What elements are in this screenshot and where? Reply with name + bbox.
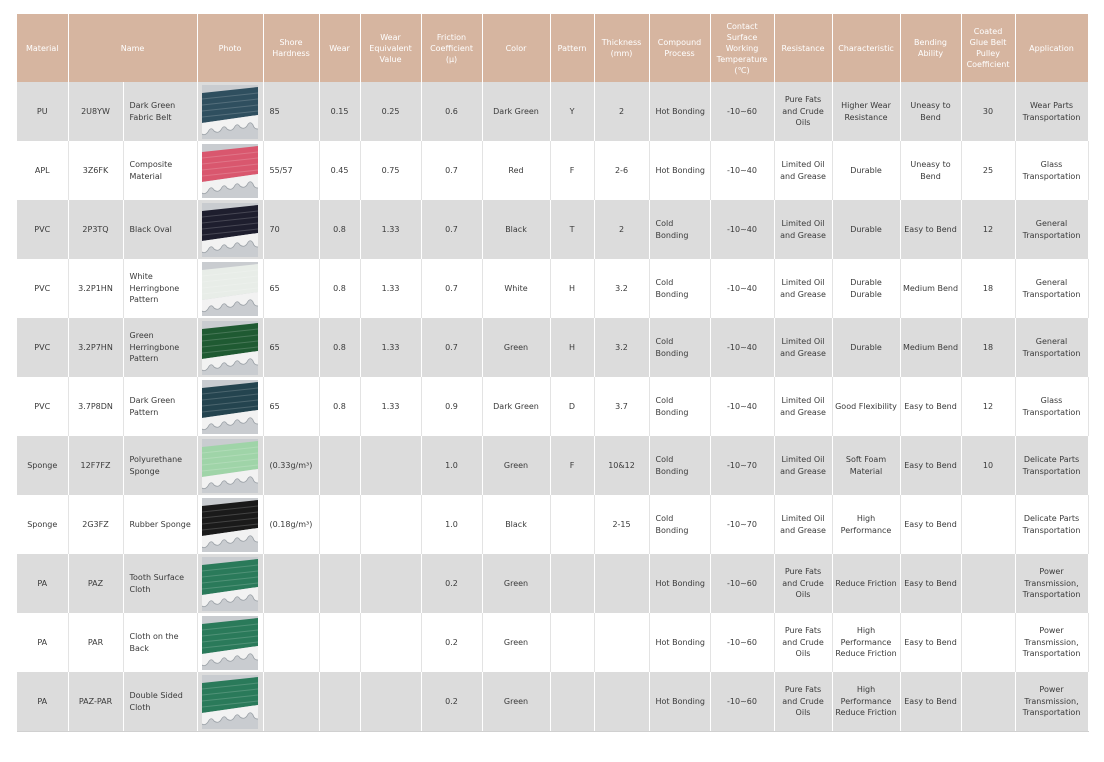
cell-color: Red	[482, 141, 550, 200]
cell-resistance: Limited Oil and Grease	[774, 495, 832, 554]
cell-temperature: -10~60	[710, 82, 774, 141]
header-pattern: Pattern	[550, 14, 594, 82]
cell-code: 3.7P8DN	[68, 377, 123, 436]
cell-application: General Transportation	[1015, 200, 1088, 259]
cell-shore-hardness: (0.18g/m³)	[263, 495, 319, 554]
cell-compound: Hot Bonding	[649, 554, 710, 613]
cell-compound: Cold Bonding	[649, 200, 710, 259]
table-row	[17, 613, 1088, 672]
cell-name: Green Herringbone Pattern	[123, 318, 197, 377]
cell-shore-hardness	[263, 613, 319, 672]
cell-shore-hardness	[263, 554, 319, 613]
cell-friction: 0.2	[421, 613, 482, 672]
cell-wear-equivalent: 0.25	[360, 82, 421, 141]
cell-pattern	[550, 495, 594, 554]
cell-wear: 0.8	[319, 377, 360, 436]
cell-temperature: -10~60	[710, 672, 774, 732]
cell-pattern	[550, 672, 594, 732]
cell-application: Power Transmission, Transportation	[1015, 672, 1088, 732]
rubber-sponge-photo	[202, 498, 258, 552]
cell-thickness: 3.2	[594, 259, 649, 318]
cell-application: Glass Transportation	[1015, 377, 1088, 436]
double-sided-cloth-photo	[202, 675, 258, 729]
header-shore-hardness: Shore Hardness	[263, 14, 319, 82]
cell-pattern: F	[550, 141, 594, 200]
cell-application: Delicate Parts Transportation	[1015, 436, 1088, 495]
cell-application: Power Transmission, Transportation	[1015, 613, 1088, 672]
cell-code: 2U8YW	[68, 82, 123, 141]
cell-bending: Easy to Bend	[900, 672, 961, 732]
header-friction: Friction Coefficient (μ)	[421, 14, 482, 82]
cell-temperature: -10~40	[710, 318, 774, 377]
cell-bending: Medium Bend	[900, 318, 961, 377]
table-row	[17, 672, 1088, 732]
cell-bending: Easy to Bend	[900, 554, 961, 613]
cell-wear-equivalent: 0.75	[360, 141, 421, 200]
cell-wear	[319, 672, 360, 732]
cell-wear-equivalent	[360, 436, 421, 495]
cell-thickness	[594, 554, 649, 613]
cell-color: Green	[482, 436, 550, 495]
cell-resistance: Pure Fats and Crude Oils	[774, 554, 832, 613]
dark-green-pattern-photo	[202, 380, 258, 434]
cell-compound: Cold Bonding	[649, 495, 710, 554]
cell-friction: 0.7	[421, 200, 482, 259]
cell-compound: Cold Bonding	[649, 377, 710, 436]
cell-shore-hardness: 65	[263, 259, 319, 318]
cell-material: PA	[17, 672, 68, 732]
cell-wear: 0.8	[319, 259, 360, 318]
cell-shore-hardness: 85	[263, 82, 319, 141]
cell-photo	[197, 436, 263, 495]
cell-glue-coefficient: 12	[961, 200, 1015, 259]
header-wear: Wear	[319, 14, 360, 82]
cell-friction: 0.7	[421, 259, 482, 318]
cell-wear	[319, 495, 360, 554]
cell-material: PVC	[17, 377, 68, 436]
cell-bending: Easy to Bend	[900, 613, 961, 672]
cell-name: Double Sided Cloth	[123, 672, 197, 732]
cell-thickness	[594, 613, 649, 672]
dark-green-fabric-belt-photo	[202, 85, 258, 139]
cell-friction: 0.6	[421, 82, 482, 141]
cell-color: Black	[482, 495, 550, 554]
cell-name: Black Oval	[123, 200, 197, 259]
cell-wear-equivalent	[360, 554, 421, 613]
cell-wear-equivalent	[360, 672, 421, 732]
cell-shore-hardness: (0.33g/m³)	[263, 436, 319, 495]
header-wear-equivalent: Wear Equivalent Value	[360, 14, 421, 82]
cell-photo	[197, 141, 263, 200]
cell-resistance: Limited Oil and Grease	[774, 318, 832, 377]
table-row	[17, 495, 1088, 554]
cell-bending: Uneasy to Bend	[900, 141, 961, 200]
cell-resistance: Pure Fats and Crude Oils	[774, 672, 832, 732]
cell-thickness: 2-15	[594, 495, 649, 554]
cell-thickness: 3.2	[594, 318, 649, 377]
cell-code: 12F7FZ	[68, 436, 123, 495]
cloth-on-back-photo	[202, 616, 258, 670]
cell-temperature: -10~40	[710, 259, 774, 318]
cell-application: Wear Parts Transportation	[1015, 82, 1088, 141]
cell-code: 2G3FZ	[68, 495, 123, 554]
cell-name: Dark Green Fabric Belt	[123, 82, 197, 141]
cell-code: 3.2P1HN	[68, 259, 123, 318]
header-resistance: Resistance	[774, 14, 832, 82]
cell-photo	[197, 377, 263, 436]
cell-glue-coefficient: 12	[961, 377, 1015, 436]
cell-wear-equivalent: 1.33	[360, 318, 421, 377]
cell-bending: Easy to Bend	[900, 436, 961, 495]
cell-color: Green	[482, 318, 550, 377]
table-header	[17, 14, 1088, 82]
cell-characteristic: Good Flexibility	[832, 377, 900, 436]
cell-wear: 0.8	[319, 200, 360, 259]
cell-compound: Cold Bonding	[649, 436, 710, 495]
cell-pattern	[550, 613, 594, 672]
cell-name: Dark Green Pattern	[123, 377, 197, 436]
cell-wear-equivalent	[360, 613, 421, 672]
cell-wear-equivalent: 1.33	[360, 200, 421, 259]
cell-glue-coefficient	[961, 672, 1015, 732]
cell-resistance: Pure Fats and Crude Oils	[774, 613, 832, 672]
cell-shore-hardness: 65	[263, 377, 319, 436]
cell-application: General Transportation	[1015, 318, 1088, 377]
header-compound: Compound Process	[649, 14, 710, 82]
cell-wear: 0.45	[319, 141, 360, 200]
cell-thickness: 10&12	[594, 436, 649, 495]
cell-temperature: -10~40	[710, 377, 774, 436]
cell-wear	[319, 436, 360, 495]
cell-pattern: H	[550, 259, 594, 318]
cell-compound: Cold Bonding	[649, 318, 710, 377]
header-application: Application	[1015, 14, 1088, 82]
belt-spec-table	[17, 14, 1089, 732]
cell-characteristic: High Performance Reduce Friction	[832, 672, 900, 732]
cell-bending: Medium Bend	[900, 259, 961, 318]
cell-code: PAZ	[68, 554, 123, 613]
cell-material: Sponge	[17, 495, 68, 554]
polyurethane-sponge-photo	[202, 439, 258, 493]
table-row	[17, 554, 1088, 613]
cell-material: PA	[17, 613, 68, 672]
table-row	[17, 377, 1088, 436]
cell-friction: 0.7	[421, 318, 482, 377]
cell-temperature: -10~70	[710, 495, 774, 554]
cell-wear-equivalent: 1.33	[360, 377, 421, 436]
cell-photo	[197, 200, 263, 259]
table-row	[17, 436, 1088, 495]
header-glue-coefficient: Coated Glue Belt Pulley Coefficient	[961, 14, 1015, 82]
cell-compound: Hot Bonding	[649, 672, 710, 732]
cell-friction: 1.0	[421, 436, 482, 495]
cell-temperature: -10~60	[710, 613, 774, 672]
header-material: Material	[17, 14, 68, 82]
cell-color: White	[482, 259, 550, 318]
cell-characteristic: Durable Durable	[832, 259, 900, 318]
cell-characteristic: Durable	[832, 318, 900, 377]
cell-pattern: Y	[550, 82, 594, 141]
cell-friction: 0.2	[421, 554, 482, 613]
table-row	[17, 259, 1088, 318]
cell-photo	[197, 259, 263, 318]
table-row	[17, 318, 1088, 377]
cell-wear	[319, 554, 360, 613]
header-photo: Photo	[197, 14, 263, 82]
cell-name: White Herringbone Pattern	[123, 259, 197, 318]
cell-resistance: Limited Oil and Grease	[774, 436, 832, 495]
cell-glue-coefficient: 30	[961, 82, 1015, 141]
cell-temperature: -10~70	[710, 436, 774, 495]
cell-wear-equivalent	[360, 495, 421, 554]
cell-compound: Cold Bonding	[649, 259, 710, 318]
cell-resistance: Limited Oil and Grease	[774, 141, 832, 200]
cell-color: Dark Green	[482, 377, 550, 436]
cell-resistance: Pure Fats and Crude Oils	[774, 82, 832, 141]
cell-code: PAR	[68, 613, 123, 672]
cell-material: PU	[17, 82, 68, 141]
cell-name: Polyurethane Sponge	[123, 436, 197, 495]
cell-thickness: 2-6	[594, 141, 649, 200]
cell-shore-hardness: 70	[263, 200, 319, 259]
cell-shore-hardness: 55/57	[263, 141, 319, 200]
cell-compound: Hot Bonding	[649, 141, 710, 200]
belt-spec-sheet	[17, 14, 1088, 732]
white-herringbone-photo	[202, 262, 258, 316]
cell-characteristic: Soft Foam Material	[832, 436, 900, 495]
cell-name: Tooth Surface Cloth	[123, 554, 197, 613]
cell-characteristic: High Performance	[832, 495, 900, 554]
cell-color: Green	[482, 672, 550, 732]
cell-shore-hardness: 65	[263, 318, 319, 377]
cell-bending: Easy to Bend	[900, 495, 961, 554]
cell-photo	[197, 82, 263, 141]
cell-glue-coefficient	[961, 495, 1015, 554]
cell-code: 3.2P7HN	[68, 318, 123, 377]
cell-photo	[197, 554, 263, 613]
cell-pattern: F	[550, 436, 594, 495]
header-name: Name	[68, 14, 197, 82]
table-row	[17, 82, 1088, 141]
cell-glue-coefficient: 18	[961, 259, 1015, 318]
cell-pattern: T	[550, 200, 594, 259]
cell-name: Cloth on the Back	[123, 613, 197, 672]
cell-material: PVC	[17, 318, 68, 377]
cell-material: PA	[17, 554, 68, 613]
cell-code: 2P3TQ	[68, 200, 123, 259]
cell-material: PVC	[17, 200, 68, 259]
cell-wear-equivalent: 1.33	[360, 259, 421, 318]
cell-pattern	[550, 554, 594, 613]
composite-material-photo	[202, 144, 258, 198]
cell-application: Glass Transportation	[1015, 141, 1088, 200]
table-body	[17, 82, 1088, 732]
cell-thickness: 3.7	[594, 377, 649, 436]
cell-characteristic: Durable	[832, 141, 900, 200]
cell-photo	[197, 318, 263, 377]
cell-pattern: D	[550, 377, 594, 436]
cell-characteristic: High Performance Reduce Friction	[832, 613, 900, 672]
table-row	[17, 141, 1088, 200]
black-oval-photo	[202, 203, 258, 257]
header-temperature: Contact Surface Working Temperature (℃)	[710, 14, 774, 82]
cell-temperature: -10~40	[710, 200, 774, 259]
cell-photo	[197, 672, 263, 732]
header-row	[17, 14, 1088, 82]
cell-shore-hardness	[263, 672, 319, 732]
cell-compound: Hot Bonding	[649, 613, 710, 672]
cell-resistance: Limited Oil and Grease	[774, 377, 832, 436]
cell-code: PAZ-PAR	[68, 672, 123, 732]
header-characteristic: Characteristic	[832, 14, 900, 82]
cell-color: Dark Green	[482, 82, 550, 141]
cell-glue-coefficient: 10	[961, 436, 1015, 495]
header-bending: Bending Ability	[900, 14, 961, 82]
cell-bending: Easy to Bend	[900, 377, 961, 436]
cell-glue-coefficient	[961, 613, 1015, 672]
cell-temperature: -10~40	[710, 141, 774, 200]
cell-characteristic: Durable	[832, 200, 900, 259]
cell-bending: Easy to Bend	[900, 200, 961, 259]
cell-wear: 0.8	[319, 318, 360, 377]
cell-color: Black	[482, 200, 550, 259]
cell-photo	[197, 613, 263, 672]
header-thickness: Thickness (mm)	[594, 14, 649, 82]
cell-thickness: 2	[594, 200, 649, 259]
cell-material: PVC	[17, 259, 68, 318]
cell-glue-coefficient: 18	[961, 318, 1015, 377]
cell-friction: 0.7	[421, 141, 482, 200]
table-row	[17, 200, 1088, 259]
cell-characteristic: Higher Wear Resistance	[832, 82, 900, 141]
cell-photo	[197, 495, 263, 554]
cell-wear: 0.15	[319, 82, 360, 141]
cell-resistance: Limited Oil and Grease	[774, 259, 832, 318]
cell-color: Green	[482, 613, 550, 672]
cell-material: Sponge	[17, 436, 68, 495]
cell-friction: 0.2	[421, 672, 482, 732]
green-herringbone-photo	[202, 321, 258, 375]
cell-compound: Hot Bonding	[649, 82, 710, 141]
cell-application: Delicate Parts Transportation	[1015, 495, 1088, 554]
cell-temperature: -10~60	[710, 554, 774, 613]
tooth-surface-cloth-photo	[202, 557, 258, 611]
cell-bending: Uneasy to Bend	[900, 82, 961, 141]
cell-code: 3Z6FK	[68, 141, 123, 200]
cell-characteristic: Reduce Friction	[832, 554, 900, 613]
cell-application: Power Transmission, Transportation	[1015, 554, 1088, 613]
cell-friction: 1.0	[421, 495, 482, 554]
cell-wear	[319, 613, 360, 672]
cell-name: Rubber Sponge	[123, 495, 197, 554]
cell-glue-coefficient	[961, 554, 1015, 613]
cell-thickness	[594, 672, 649, 732]
cell-pattern: H	[550, 318, 594, 377]
cell-material: APL	[17, 141, 68, 200]
header-color: Color	[482, 14, 550, 82]
cell-color: Green	[482, 554, 550, 613]
cell-resistance: Limited Oil and Grease	[774, 200, 832, 259]
cell-name: Composite Material	[123, 141, 197, 200]
cell-glue-coefficient: 25	[961, 141, 1015, 200]
cell-application: General Transportation	[1015, 259, 1088, 318]
cell-thickness: 2	[594, 82, 649, 141]
cell-friction: 0.9	[421, 377, 482, 436]
